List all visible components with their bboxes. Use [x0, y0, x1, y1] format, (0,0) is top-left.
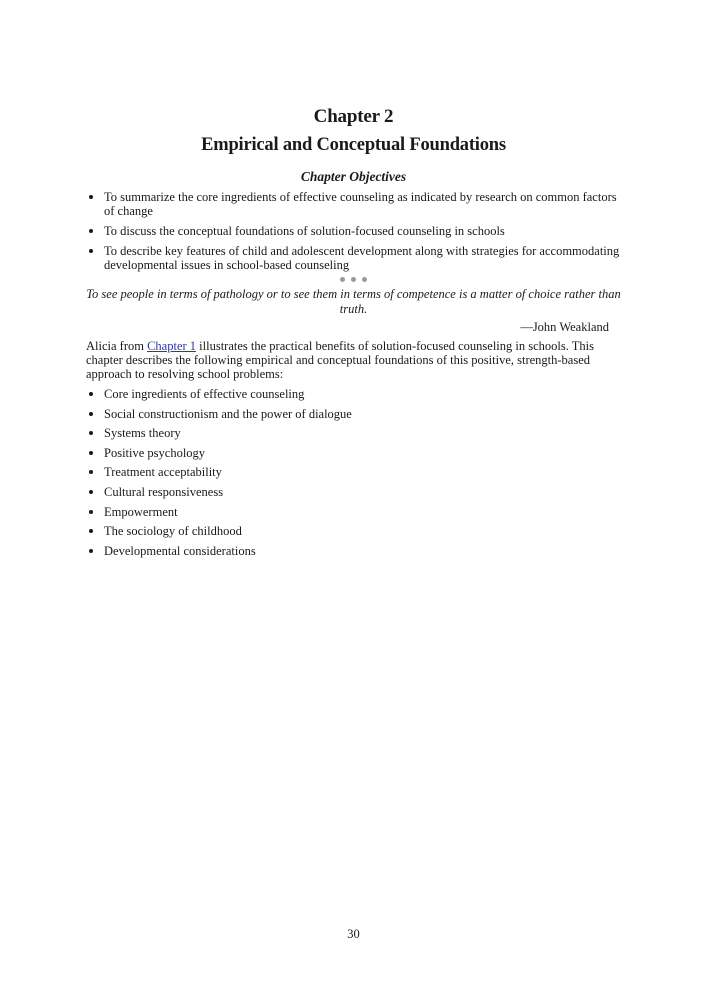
topic-item: Core ingredients of effective counseling — [86, 387, 626, 401]
topic-item: The sociology of childhood — [86, 524, 626, 538]
objectives-heading: Chapter Objectives — [300, 169, 407, 184]
chapter-title: Empirical and Conceptual Foundations — [201, 135, 506, 155]
separator-dot — [340, 277, 345, 282]
topic-item: Treatment acceptability — [86, 465, 626, 479]
topic-item: Systems theory — [86, 426, 626, 440]
separator-dot — [351, 277, 356, 282]
topic-item: Empowerment — [86, 505, 626, 519]
objective-item: To discuss the conceptual foundations of solution-focused counseling in schools — [86, 224, 626, 238]
epigraph-attribution: —John Weakland — [520, 320, 609, 334]
objectives-list — [86, 190, 626, 278]
topic-item: Cultural responsiveness — [86, 485, 626, 499]
epigraph-quote: To see people in terms of pathology or to see them in terms of competence is a matter of choice rather than truth. — [86, 287, 621, 316]
page-number: 30 — [347, 927, 360, 941]
topic-item: Social constructionism and the power of dialogue — [86, 407, 626, 421]
intro-text-after: illustrates the practical benefits of solution-focused counseling in schools. This chapter describes the following empirical and conceptual foundations of this positive, strength-based approach to resolving school problems: — [86, 339, 594, 381]
chapter-number: Chapter 2 — [313, 106, 394, 127]
objective-item: To summarize the core ingredients of effective counseling as indicated by research on common factors of change — [86, 190, 626, 218]
topic-item: Developmental considerations — [86, 544, 626, 558]
chapter-1-link[interactable]: Chapter 1 — [147, 339, 197, 353]
topic-item: Positive psychology — [86, 446, 626, 460]
topics-list — [86, 387, 626, 563]
section-separator — [0, 272, 707, 284]
intro-text-before: Alicia from — [86, 339, 148, 353]
objective-item: To describe key features of child and adolescent development along with strategies for accommodating developmental issues in school-based counseling — [86, 244, 626, 272]
separator-dot — [362, 277, 367, 282]
intro-paragraph — [86, 340, 626, 381]
